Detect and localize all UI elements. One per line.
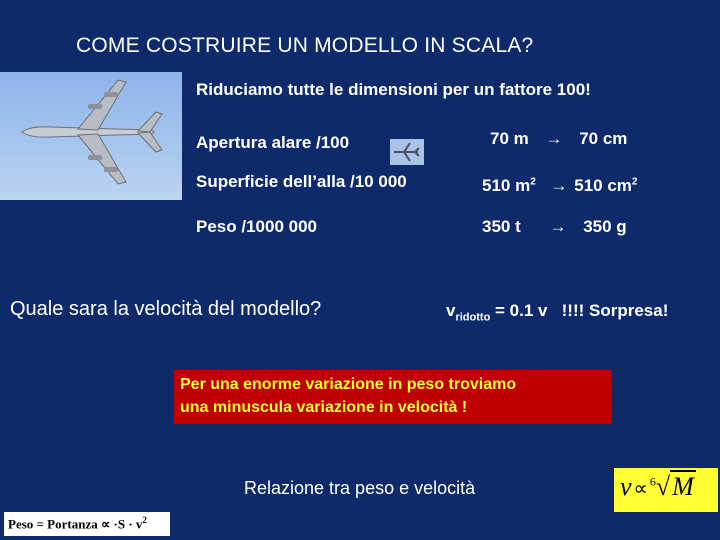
velocity-formula: [614, 468, 718, 512]
row-label-apertura: Apertura alare /100: [196, 133, 350, 152]
peso-formula: [4, 512, 170, 536]
row-value-peso: [482, 217, 627, 237]
velocity-symbol: v: [446, 301, 456, 320]
arrow-icon: →: [550, 176, 568, 195]
highlight-line-1: Per una enorme variazione in peso troviamo: [180, 376, 517, 393]
slide-title: COME COSTRUIRE UN MODELLO IN SCALA?: [76, 34, 534, 57]
airplane-small-icon: [390, 139, 424, 165]
value-from-exponent: 2: [530, 176, 536, 188]
value-from: 510 m: [482, 176, 531, 195]
value-to: 70 cm: [579, 129, 628, 148]
airplane-photo: [0, 72, 182, 200]
radicand: M: [672, 472, 694, 501]
row-label-peso: Peso /1000 000: [196, 217, 317, 236]
peso-formula-exponent: 2: [142, 515, 147, 525]
arrow-icon: →: [549, 217, 567, 236]
proportional-symbol: ∝: [633, 478, 648, 500]
value-from: 350 t: [482, 217, 521, 236]
velocity-result-text: = 0.1 v !!!! Sorpresa!: [490, 301, 669, 320]
row-value-apertura: [490, 129, 627, 149]
formula-v: v: [620, 472, 632, 501]
row-value-superficie: [482, 176, 637, 196]
velocity-subscript: ridotto: [455, 311, 491, 324]
value-to-exponent: 2: [631, 176, 638, 188]
velocity-result: [446, 301, 668, 323]
highlight-line-2: una minuscula variazione in velocità !: [180, 399, 468, 416]
value-from: 70 m: [490, 129, 529, 148]
question-text: Quale sara la velocità del modello?: [10, 298, 322, 320]
airplane-thumbnail: [390, 139, 424, 165]
value-to: 510 cm: [574, 176, 632, 195]
highlight-box: [174, 370, 612, 424]
subtitle: Riduciamo tutte le dimensioni per un fattore 100!: [196, 80, 591, 99]
relation-text: Relazione tra peso e velocità: [244, 478, 476, 498]
value-to: 350 g: [583, 217, 627, 236]
root-index: 6: [649, 474, 656, 489]
root-symbol: √: [655, 472, 671, 501]
arrow-icon: →: [545, 129, 563, 148]
peso-formula-text: Peso = Portanza ∝ ·S · v: [8, 516, 143, 532]
airplane-icon: [0, 72, 182, 200]
row-label-superficie: Superficie dell’alla /10 000: [196, 172, 407, 191]
